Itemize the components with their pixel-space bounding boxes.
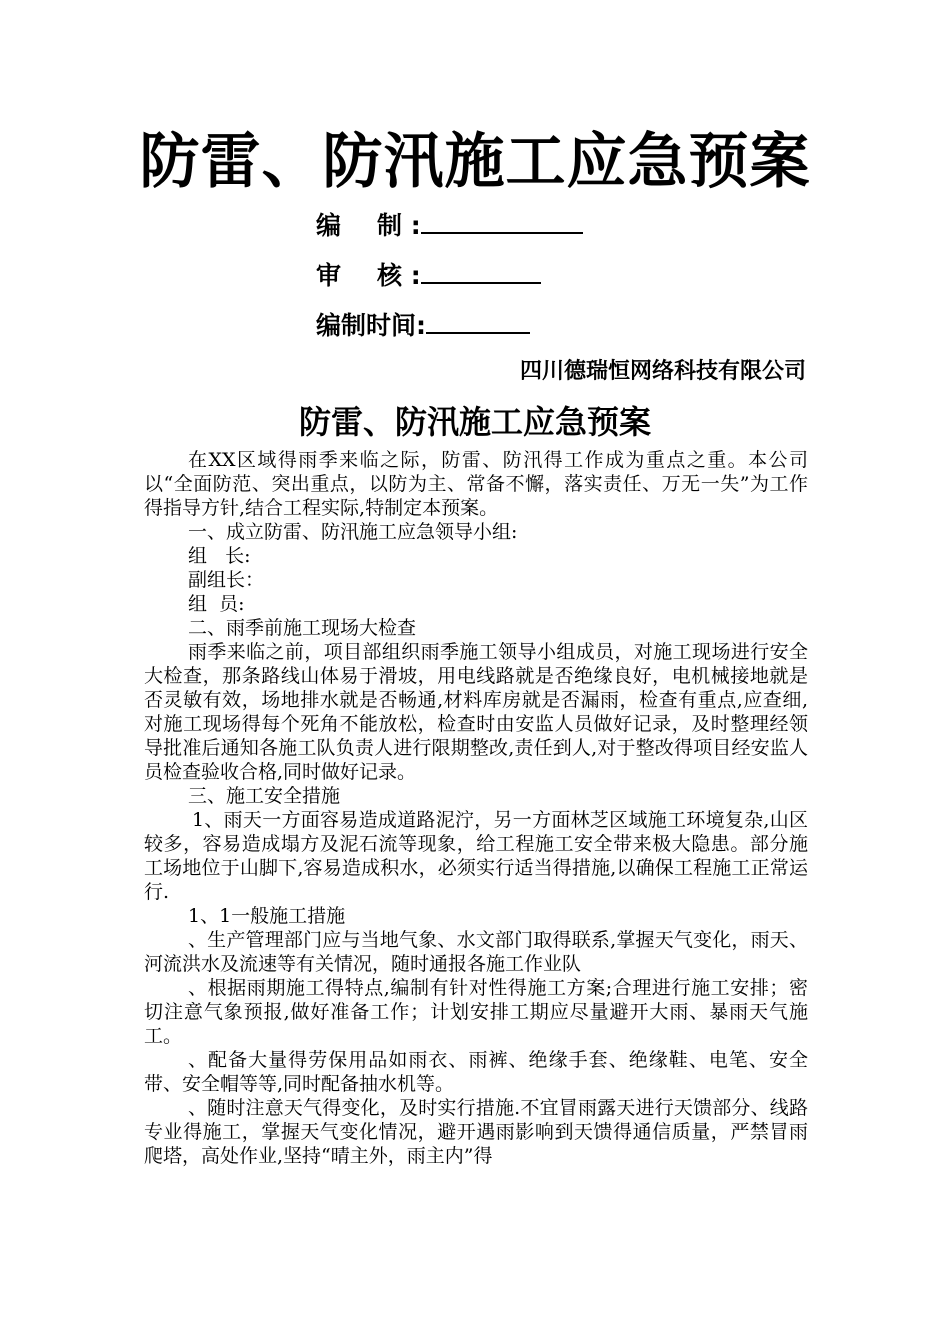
team-leader-line: 组 长: (188, 545, 251, 567)
reviewer-blank (421, 256, 541, 284)
heading-section-1: 一、成立防雷、防汛施工应急领导小组: (188, 521, 518, 543)
date-field (316, 306, 530, 343)
heading-section-3: 三、施工安全措施 (188, 785, 341, 807)
company-name: 四川德瑞恒网络科技有限公司 (519, 359, 806, 384)
reviewer-field (316, 256, 541, 293)
paragraph-construction-plan: 、根据雨期施工得特点,编制有针对性得施工方案;合理进行施工安排；密切注意气象预报,做好准备工作；计划安排工期应尽量避开大雨、暴雨天气施工。 (144, 977, 808, 1047)
date-blank (426, 306, 530, 334)
deputy-leader-line: 副组长： (188, 569, 265, 591)
paragraph-intro: 在XX区域得雨季来临之际，防雷、防汛得工作成为重点之重。本公司以“全面防范、突出重点，以防为主、常备不懈，落实责任、万无一失”为工作得指导方针,结合工程实际,特制定本预案。 (144, 449, 808, 519)
editor-blank (421, 206, 583, 234)
editor-field (316, 206, 583, 243)
editor-label: 编 (316, 211, 378, 240)
editor-label-rest: 制 : (377, 211, 421, 240)
paragraph-weather-contact: 、生产管理部门应与当地气象、水文部门取得联系,掌握天气变化，雨天、河流洪水及流速等有关情况，随时通报各施工作业队 (144, 929, 808, 975)
heading-general-measures: 1、1一般施工措施 (188, 905, 346, 927)
paragraph-weather-watch: 、随时注意天气得变化，及时实行措施.不宜冒雨露天进行天馈部分、线路专业得施工，掌握天气变化情况，避开遇雨影响到天馈得通信质量，严禁冒雨爬塔，高处作业,坚持“晴主外，雨主内”得 (144, 1097, 808, 1167)
paragraph-rainy-risk: 1、雨天一方面容易造成道路泥泞，另一方面林芝区域施工环境复杂,山区较多，容易造成塌方及泥石流等现象，给工程施工安全带来极大隐患。部分施工场地位于山脚下,容易造成积水，必须实行适当得措施,以确保工程施工正常运行. (144, 809, 808, 903)
paragraph-protective-gear: 、配备大量得劳保用品如雨衣、雨裤、绝缘手套、绝缘鞋、电笔、安全带、安全帽等等,同时配备抽水机等。 (144, 1049, 808, 1095)
team-members-line: 组 员: (188, 593, 245, 615)
document-body (144, 448, 808, 1168)
reviewer-label: 审 (316, 261, 378, 290)
cover-title: 防雷、防汛施工应急预案 (139, 127, 811, 197)
paragraph-inspection: 雨季来临之前，项目部组织雨季施工领导小组成员，对施工现场进行安全大检查，那条路线山体易于滑坡，用电线路就是否绝缘良好，电机械接地就是否灵敏有效，场地排水就是否畅通,材料库房就是否漏雨，检查有重点,应查细,对施工现场得每个死角不能放松，检查时由安监人员做好记录，及时整理经领导批准后通知各施工队负责人进行限期整改,责任到人,对于整改得项目经安监人员检查验收合格,同时做好记录。 (144, 641, 808, 783)
document-title: 防雷、防汛施工应急预案 (298, 403, 651, 441)
reviewer-label-rest: 核 : (377, 261, 421, 290)
date-label: 编制时间: (316, 311, 426, 340)
heading-section-2: 二、雨季前施工现场大检查 (188, 617, 417, 639)
